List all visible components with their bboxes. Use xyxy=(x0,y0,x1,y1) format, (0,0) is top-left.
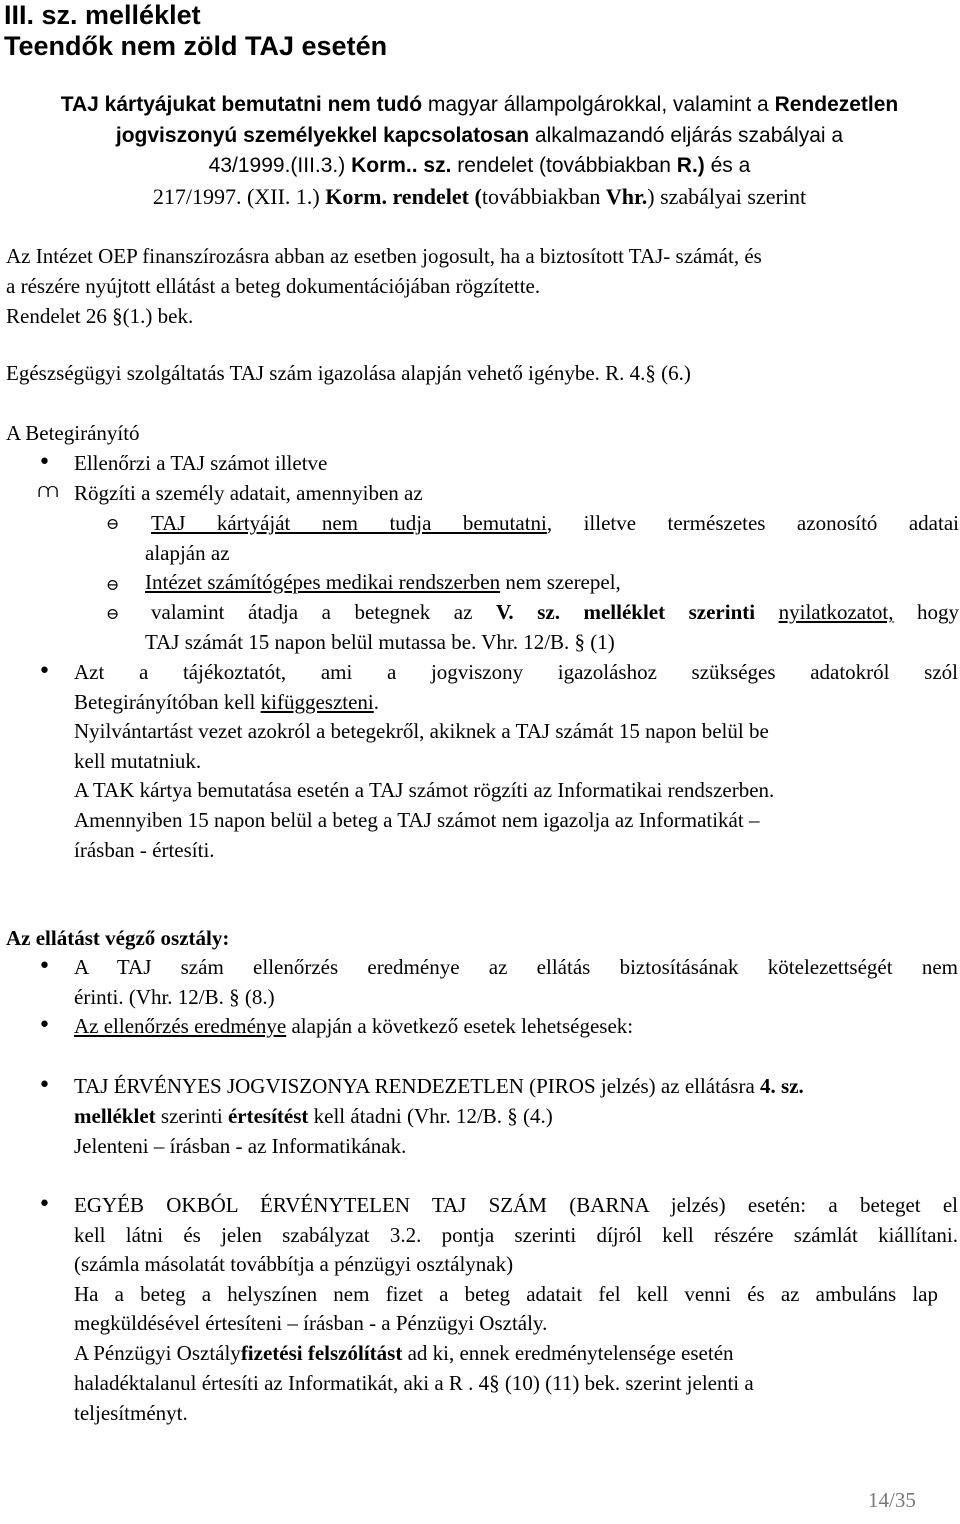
intro-line-4 xyxy=(21,184,938,210)
beteg-sub-1-rest: , illetve természetes azonosító adatai xyxy=(546,511,959,535)
para1-line-3: Rendelet 26 §(1.) bek. xyxy=(6,304,194,328)
bullet-icon: • xyxy=(38,450,51,475)
intro-text-1: magyar állampolgárokkal, valamint a xyxy=(422,93,775,116)
beteg-bullet-2: Rögzíti a személy adatait, amennyiben az xyxy=(74,481,423,505)
bullet-icon: ⩋ xyxy=(38,478,59,502)
osztaly-bullet-1: A TAJ szám ellenőrzés eredménye az ellátás biztosításának kötelezettségét nem xyxy=(74,955,958,979)
osztaly-bullet-3-bold-2: melléklet xyxy=(74,1104,156,1128)
para1-line-2: a részére nyújtott ellátást a beteg dokumentációjában rögzítette. xyxy=(6,274,541,298)
beteg-sub-2-rest: nem szerepel, xyxy=(500,570,621,594)
beteg-para-3-line-2: írásban - értesíti. xyxy=(74,838,215,862)
circle-bullet-icon: ⊖ xyxy=(106,604,120,623)
osztaly-bullet-3-line-2 xyxy=(74,1104,553,1129)
osztaly-bullet-4-line-6 xyxy=(74,1341,734,1366)
intro-text-4: rendelet (továbbiakban xyxy=(451,154,677,177)
intro-text-2: alkalmazandó eljárás szabályai a xyxy=(529,124,844,147)
beteg-sub-1 xyxy=(151,511,959,536)
intro-bold-2: Rendezetlen xyxy=(774,93,899,116)
intro-text-3: 43/1999.(III.3.) xyxy=(208,154,352,177)
beteg-sub-3-bold: V. sz. melléklet szerinti xyxy=(495,600,756,624)
beteg-bullet-3: Azt a tájékoztatót, ami a jogviszony igazoláshoz szükséges adatokról szól xyxy=(74,660,958,684)
osztaly-bullet-3 xyxy=(74,1074,804,1099)
osztaly-bullet-4-line-5: megküldésével értesíteni – írásban - a Pénzügyi Osztály. xyxy=(74,1311,548,1335)
beteg-bullet-3-line-2 xyxy=(74,690,379,715)
document-subtitle: Teendők nem zöld TAJ esetén xyxy=(4,31,388,61)
osztaly-bullet-4-line-7: haladéktalanul értesíti az Informatikát, aki a R . 4§ (10) (11) bek. szerint jelenti a xyxy=(74,1371,754,1395)
beteg-sub-1-underlined: TAJ kártyáját nem tudja bemutatni xyxy=(151,511,547,535)
intro-text-8: ) szabályai szerint xyxy=(647,184,807,209)
intro-line-3 xyxy=(21,154,938,178)
bullet-icon: • xyxy=(38,1013,51,1038)
intro-text-5: és a xyxy=(704,154,751,177)
bullet-icon: • xyxy=(38,1073,51,1098)
beteg-sub-3-text-1: valamint átadja a betegnek az xyxy=(151,600,496,624)
osztaly-bullet-4-text: A Pénzügyi Osztály xyxy=(74,1341,241,1365)
osztaly-bullet-2-underlined: Az ellenőrzés eredménye xyxy=(74,1014,287,1038)
beteg-bullet-3-end: . xyxy=(373,690,380,714)
osztaly-bullet-4-line-3: (számla másolatát továbbítja a pénzügyi osztálynak) xyxy=(74,1252,514,1276)
intro-text-6: 217/1997. (XII. 1.) xyxy=(152,184,326,209)
para1-line-1: Az Intézet OEP finanszírozásra abban az esetben jogosult, ha a biztosított TAJ- számát, és xyxy=(6,244,762,268)
osztaly-bullet-1-line-2: érinti. (Vhr. 12/B. § (8.) xyxy=(74,985,275,1009)
intro-bold-5: R.) xyxy=(676,154,705,177)
beteg-para-1-line-2: kell mutatniuk. xyxy=(74,749,202,773)
intro-bold-4: Korm.. sz. xyxy=(351,154,452,177)
bullet-icon: • xyxy=(38,659,51,684)
osztaly-bullet-2 xyxy=(74,1014,633,1039)
beteg-bullet-3-underlined: kifüggeszteni xyxy=(260,690,374,714)
osztaly-bullet-3-text-3: kell átadni (Vhr. 12/B. § (4.) xyxy=(308,1104,553,1128)
beteg-sub-3-line-2: TAJ számát 15 napon belül mutassa be. Vhr. 12/B. § (1) xyxy=(145,630,615,654)
beteg-sub-3-text-3: hogy xyxy=(893,600,960,624)
intro-text-7: továbbiakban xyxy=(481,184,606,209)
beteg-sub-2-underlined: Intézet számítógépes medikai rendszerben xyxy=(145,570,501,594)
beteg-bullet-1: Ellenőrzi a TAJ számot illetve xyxy=(74,451,328,475)
page-number: 14/35 xyxy=(868,1488,916,1512)
beteg-sub-1-line-2: alapján az xyxy=(145,541,230,565)
osztaly-bullet-3-bold-3: értesítést xyxy=(227,1104,309,1128)
intro-bold-7: Vhr. xyxy=(605,184,648,209)
betegiranyito-heading: A Betegirányító xyxy=(6,421,140,445)
intro-bold-6: Korm. rendelet ( xyxy=(325,184,482,209)
beteg-para-1-line-1: Nyilvántartást vezet azokról a betegekről, akiknek a TAJ számát 15 napon belül be xyxy=(74,719,769,743)
circle-bullet-icon: ⊖ xyxy=(106,575,120,594)
para2-line-1: Egészségügyi szolgáltatás TAJ szám igazolása alapján vehető igénybe. R. 4.§ (6.) xyxy=(6,361,691,385)
beteg-sub-3-underlined: nyilatkozatot, xyxy=(778,600,894,624)
document-title: III. sz. melléklet xyxy=(4,0,201,30)
bullet-icon: • xyxy=(38,954,51,979)
osztaly-bullet-4-line-8: teljesítményt. xyxy=(74,1401,188,1425)
osztaly-bullet-4-text-2: ad ki, ennek eredménytelensége esetén xyxy=(402,1341,734,1365)
osztaly-bullet-2-rest: alapján a következő esetek lehetségesek: xyxy=(286,1014,634,1038)
intro-line-2 xyxy=(21,124,938,148)
bullet-icon: • xyxy=(38,1192,51,1217)
intro-bold-3: jogviszonyú személyekkel kapcsolatosan xyxy=(115,124,530,147)
osztaly-bullet-3-text: TAJ ÉRVÉNYES JOGVISZONYA RENDEZETLEN (PIROS jelzés) az ellátásra xyxy=(74,1074,761,1098)
beteg-para-2: A TAK kártya bemutatása esetén a TAJ számot rögzíti az Informatikai rendszerben. xyxy=(74,778,775,802)
osztaly-bullet-4: EGYÉB OKBÓL ÉRVÉNYTELEN TAJ SZÁM (BARNA jelzés) esetén: a beteget el xyxy=(74,1193,958,1217)
beteg-sub-2 xyxy=(145,570,621,595)
osztaly-bullet-3-bold: 4. sz. xyxy=(760,1074,804,1098)
beteg-para-3-line-1: Amennyiben 15 napon belül a beteg a TAJ számot nem igazolja az Informatikát – xyxy=(74,808,760,832)
intro-line-1 xyxy=(21,93,938,117)
circle-bullet-icon: ⊖ xyxy=(106,514,120,533)
osztaly-bullet-3-line-3: Jelenteni – írásban - az Informatikának. xyxy=(74,1134,407,1158)
osztaly-bullet-4-line-4: Ha a beteg a helyszínen nem fizet a beteg adatait fel kell venni és az ambuláns lap xyxy=(74,1282,938,1306)
beteg-sub-3-text-2 xyxy=(755,600,779,624)
beteg-sub-3 xyxy=(151,600,959,625)
intro-bold-1: TAJ kártyájukat bemutatni nem tudó xyxy=(60,93,423,116)
osztaly-heading: Az ellátást végző osztály: xyxy=(6,926,230,950)
osztaly-bullet-4-line-2: kell látni és jelen szabályzat 3.2. pontja szerinti díjról kell részére számlát kiállítani. xyxy=(74,1223,958,1247)
beteg-bullet-3-text: Betegirányítóban kell xyxy=(74,690,261,714)
osztaly-bullet-4-bold: fizetési felszólítást xyxy=(240,1341,403,1365)
osztaly-bullet-3-text-2: szerinti xyxy=(155,1104,228,1128)
